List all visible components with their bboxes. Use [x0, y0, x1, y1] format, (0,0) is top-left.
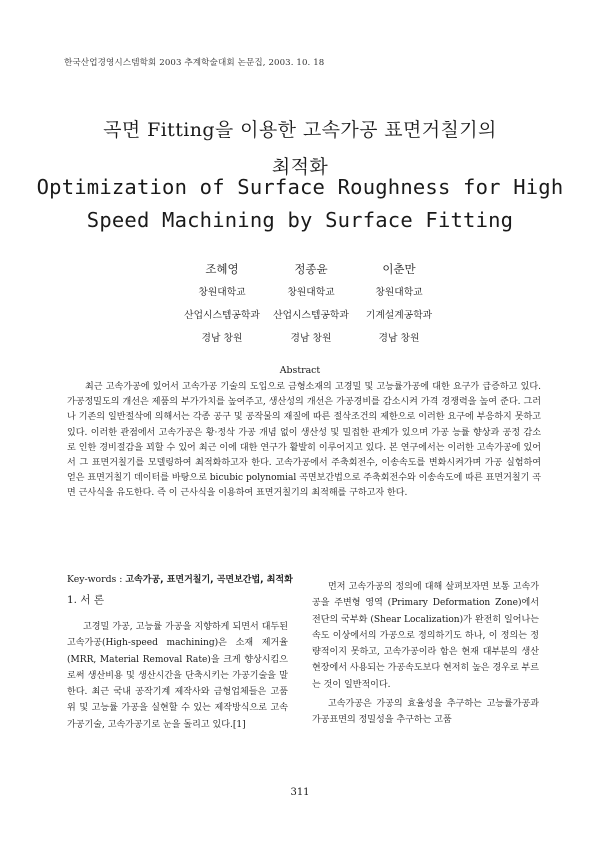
author-affiliation: 창원대학교 [375, 287, 423, 298]
title-english-line-2: Speed Machining by Surface Fitting [86, 208, 514, 232]
keywords-line [67, 572, 293, 585]
keywords-label: Key-words : [67, 574, 126, 585]
abstract-body: 최근 고속가공에 있어서 고속가공 기술의 도입으로 금형소재의 고경밀 및 고능률가공에 대한 요구가 급증하고 있다. 가공정밀도의 개선은 제품의 부가가치를 높여주고, 생산성의 개선은 가공경비를 감소시켜 가격 경쟁력을 높여 준다. 그러나 기존의 일반절삭에 의해서는 각종 공구 및 공작물의 재질에 따른 절삭조건의 제한으로 이러한 요구에 부응하지 못하고 있다. 이러한 관점에서 고속가공은 황·정삭 가공 개념 없이 생산성 및 밀접한 관계가 있으며 가공 능률 향상과 공정 감소로 인한 경비절감을 꾀할 수 있어 최근 이에 대한 연구가 활발히 이루어지고 있다. 본 연구에서는 이러한 고속가공에 있어서 그 표면거칠기를 모델링하여 최적화하고자 한다. 고속가공에서 주축회전수, 이송속도를 변화시켜가며 가공 실험하여 얻은 표면거칠기 데이터를 바탕으로 bicubic polynomial 곡면보간법으로 주축회전수와 이송속도에 따른 표면거칠기 곡면 근사식을 유도한다. 즉 이 근사식을 이용하여 표면거칠기의 최적해를 구하고자 한다. [67, 382, 541, 499]
page-number: 311 [290, 787, 310, 798]
author-name: 조혜영 [205, 262, 239, 276]
title-english [0, 171, 600, 237]
author-location: 경남 창원 [290, 333, 332, 344]
abstract-heading: Abstract [279, 365, 321, 376]
keywords-list: 고속가공, 표면거칠기, 곡면보간법, 최적화 [125, 575, 293, 585]
author-name: 이춘만 [382, 262, 416, 276]
right-column [312, 579, 539, 729]
title-english-line-1: Optimization of Surface Roughness for High [36, 175, 564, 199]
author-dept: 기계설계공학과 [365, 310, 433, 321]
author-affiliation: 창원대학교 [287, 287, 335, 298]
author-location: 경남 창원 [201, 333, 243, 344]
author-dept: 산업시스템공학과 [273, 310, 349, 321]
author-name: 정종윤 [294, 262, 328, 276]
section-title: 1. 서 론 [67, 594, 104, 606]
author-dept: 산업시스템공학과 [184, 310, 260, 321]
paragraph: 고속가공은 가공의 효율성을 추구하는 고능률가공과 가공표면의 정밀성을 추구하는 고품 [312, 699, 539, 726]
author-3 [334, 258, 464, 350]
paragraph: 먼저 고속가공의 정의에 대해 살펴보자면 보통 고속가공을 주변형 영역 (Primary Deformation Zone)에서 전단의 국부화 (Shear Localization)가 완전히 일어나는 속도 이상에서의 가공으로 정의하기도 하나, 이 정의는 정량적이지 못하고, 고속가공이라 함은 현재 대부분의 생산 현장에서 사용되는 가공속도보다 현저히 높은 경우로 부르는 것이 일반적이다. [312, 582, 539, 690]
title-korean-line-1: 곡면 Fitting을 이용한 고속가공 표면거칠기의 [103, 119, 497, 141]
title-korean-line-2: 최적화 [271, 156, 329, 178]
paragraph: 고경밀 가공, 고능률 가공을 지향하게 되면서 대두된 고속가공(High-speed machining)은 소재 제거율(MRR, Material Removal Rate)을 크게 향상시킴으로써 생산비용 및 생산시간을 단축시키는 가공기술을 말한다. 최근 국내 공작기계 제작사와 금형업체들은 고품위 및 고능률 가공을 실현할 수 있는 제작방식으로 고속가공기술, 고속가공기로 눈을 돌리고 있다.[1] [67, 622, 288, 730]
left-column [67, 619, 288, 733]
author-affiliation: 창원대학교 [198, 287, 246, 298]
author-location: 경남 창원 [378, 333, 420, 344]
journal-header: 한국산업경영시스템학회 2003 추계학술대회 논문집, 2003. 10. 18 [64, 58, 325, 68]
